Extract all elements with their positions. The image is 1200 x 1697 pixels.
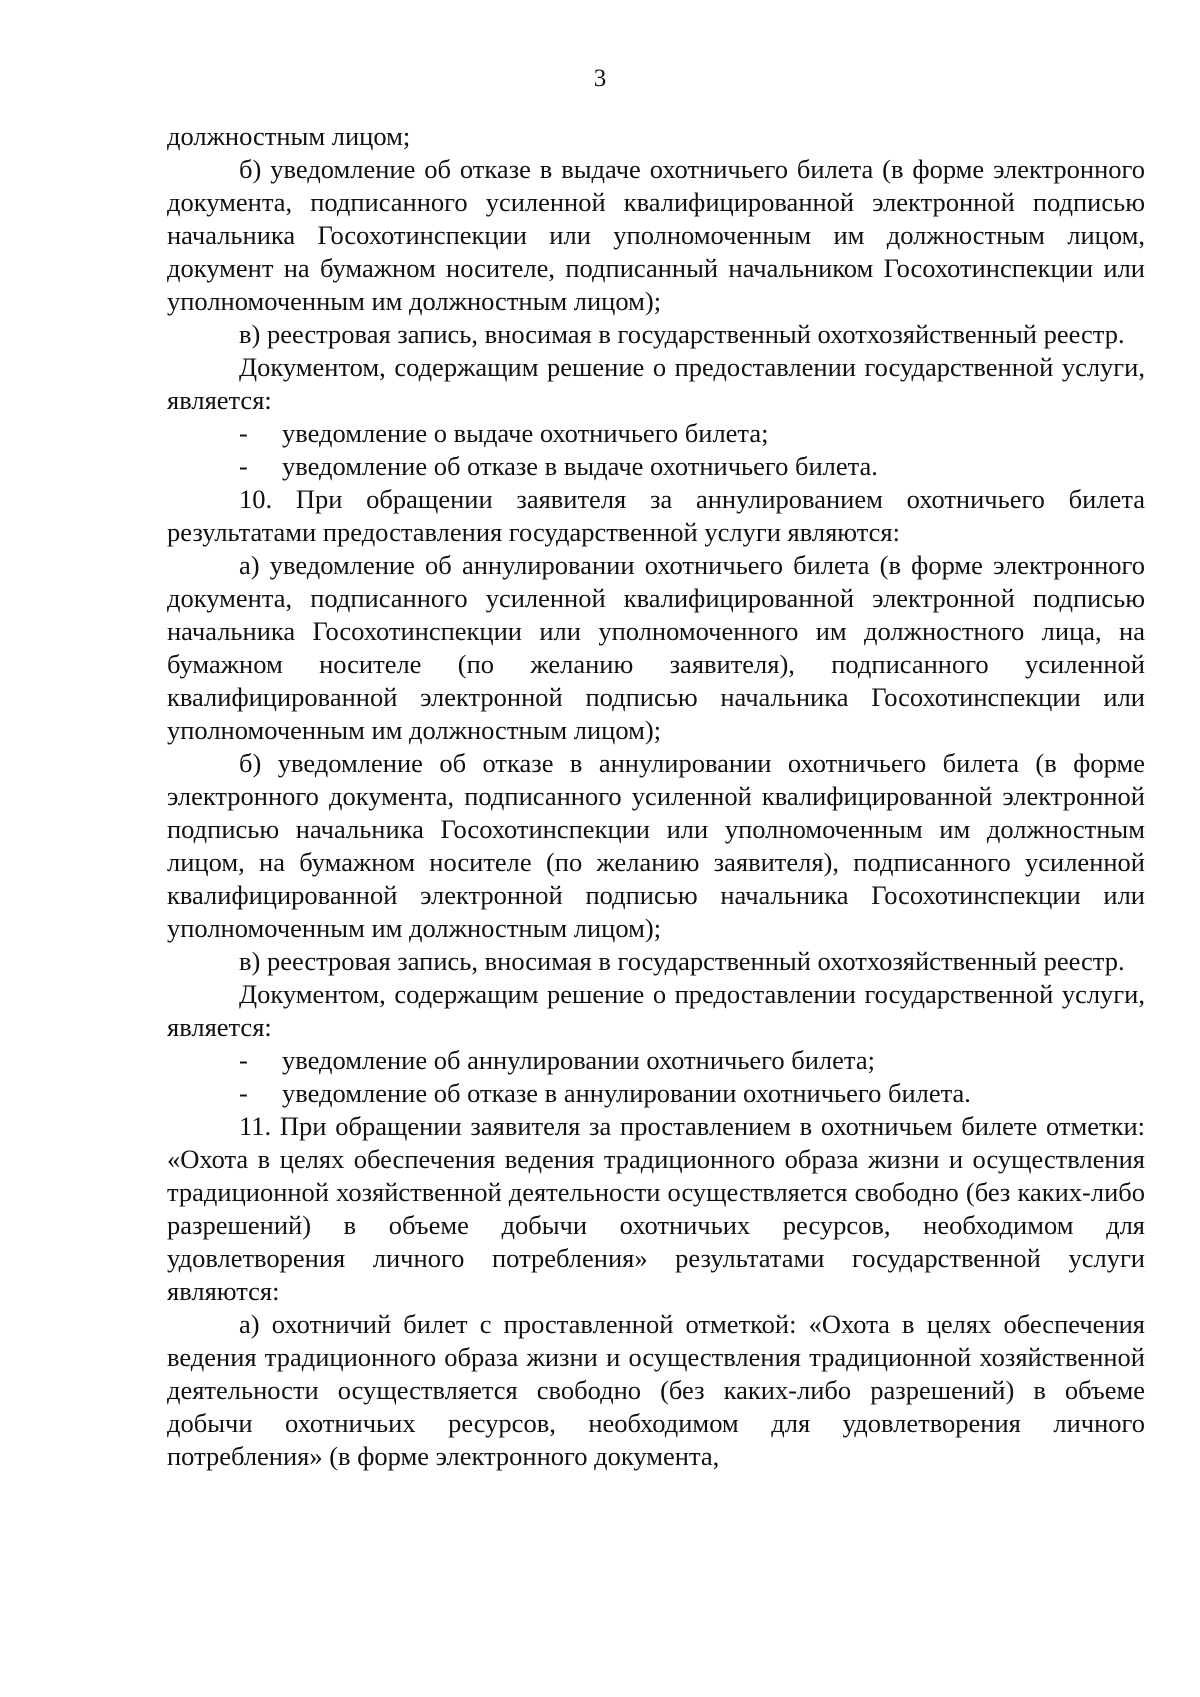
dash-marker: -	[239, 451, 248, 481]
page-number: 3	[593, 65, 607, 92]
paragraph-item-b-annulment-refusal: б) уведомление об отказе в аннулировании охотничьего билета (в форме электронного документа, подписанного усиленной квалифицированной электронной подписью начальника Госохотинспекции или уполномоченным им должностным лицом, на бумажном носителе (по желанию заявителя), подписанного усиленной квалифицированной электронной подписью начальника Госохотинспекции или уполномоченным им должностным лицом);	[167, 748, 1145, 943]
paragraph-item-v-registry-entry: в) реестровая запись, вносимая в государственный охотхозяйственный реестр.	[239, 946, 1125, 976]
paragraph-item-b-refusal-notice: б) уведомление об отказе в выдаче охотничьего билета (в форме электронного документа, подписанного усиленной квалифицированной электронной подписью начальника Госохотинспекции или уполномоченным им должностным лицом, документ на бумажном носителе, подписанный начальником Госохотинспекции или уполномоченным им должностным лицом);	[167, 154, 1145, 316]
paragraph-continuation: должностным лицом;	[167, 121, 411, 151]
dash-list-item-text: уведомление об отказе в выдаче охотничьего билета.	[282, 451, 878, 481]
dash-list-item-text: уведомление о выдаче охотничьего билета;	[282, 418, 769, 448]
paragraph-decision-document: Документом, содержащим решение о предоставлении государственной услуги, является:	[167, 352, 1145, 415]
dash-list-item	[167, 1044, 1145, 1077]
dash-marker: -	[239, 418, 248, 448]
dash-list-item-text: уведомление об отказе в аннулировании охотничьего билета.	[282, 1078, 971, 1108]
dash-list-item	[167, 450, 1145, 483]
paragraph-item-a-hunting-ticket-mark: а) охотничий билет с проставленной отметкой: «Охота в целях обеспечения ведения традиционного образа жизни и осуществления традиционной хозяйственной деятельности осуществляется свободно (без каких-либо разрешений) в объеме добычи охотничьих ресурсов, необходимом для удовлетворения личного потребления» (в форме электронного документа,	[167, 1309, 1145, 1471]
paragraph-item-v-registry-entry: в) реестровая запись, вносимая в государственный охотхозяйственный реестр.	[239, 319, 1125, 349]
paragraph-section-11: 11. При обращении заявителя за проставлением в охотничьем билете отметки: «Охота в целях обеспечения ведения традиционного образа жизни и осуществления традиционной хозяйственной деятельности осуществляется свободно (без каких-либо разрешений) в объеме добычи охотничьих ресурсов, необходимом для удовлетворения личного потребления» результатами государственной услуги являются:	[167, 1111, 1145, 1306]
dash-list-item	[167, 417, 1145, 450]
dash-marker: -	[239, 1078, 248, 1108]
dash-marker: -	[239, 1045, 248, 1075]
paragraph-item-a-annulment-notice: а) уведомление об аннулировании охотничьего билета (в форме электронного документа, подписанного усиленной квалифицированной электронной подписью начальника Госохотинспекции или уполномоченного им должностного лица, на бумажном носителе (по желанию заявителя), подписанного усиленной квалифицированной электронной подписью начальника Госохотинспекции или уполномоченным им должностным лицом);	[167, 550, 1145, 745]
document-body	[167, 120, 1145, 1473]
paragraph-section-10: 10. При обращении заявителя за аннулированием охотничьего билета результатами предоставления государственной услуги являются:	[167, 484, 1145, 547]
dash-list-item	[167, 1077, 1145, 1110]
paragraph-decision-document: Документом, содержащим решение о предоставлении государственной услуги, является:	[167, 979, 1145, 1042]
dash-list-item-text: уведомление об аннулировании охотничьего билета;	[282, 1045, 875, 1075]
